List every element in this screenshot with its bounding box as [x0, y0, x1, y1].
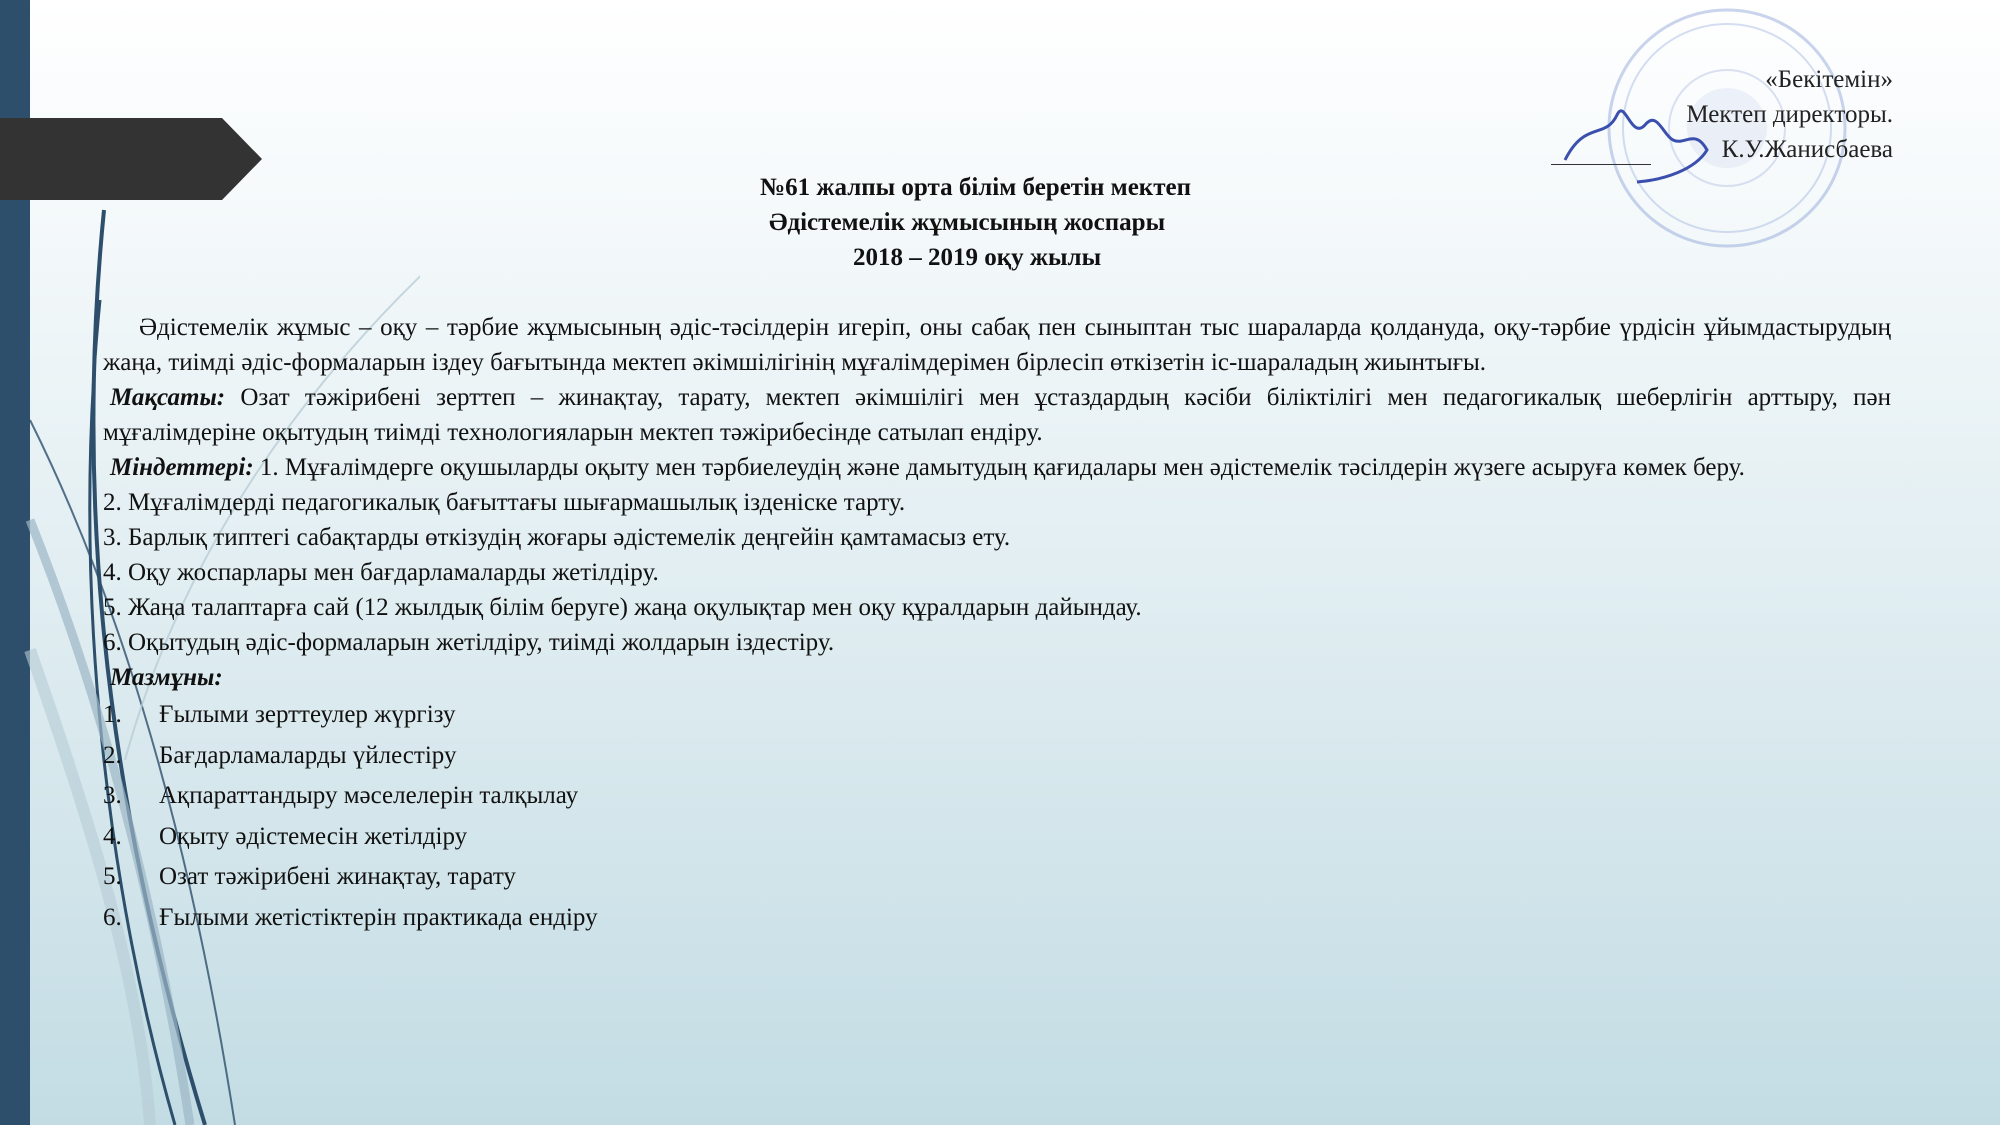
task-item: 3. Барлық типтегі сабақтарды өткізудің жоғары әдістемелік деңгейін қамтамасыз ету.: [103, 524, 1011, 551]
approval-name: К.У.Жанисбаева: [1721, 136, 1893, 163]
goal-paragraph: [103, 380, 1891, 450]
list-item: [103, 736, 1891, 777]
task-item: 1. Мұғалімдерге оқушыларды оқыту мен тәрбиелеудің және дамытудың қағидалары мен әдістемелік тәсілдерін жүзеге асыруға көмек беру.: [259, 454, 1745, 481]
intro-paragraph: Әдістемелік жұмыс – оқу – тәрбие жұмысының әдіс-тәсілдерін игеріп, оны сабақ пен сыныптан тыс шараларда қолдануда, оқу-тәрбие үрдісін ұйымдастырудың жаңа, тиімді әдіс-формаларын іздеу бағытында мектеп әкімшілігінің мұғалімдерімен бірлесіп өткізетін іс-шараладың жиынтығы.: [103, 314, 1891, 376]
list-item-number: 3.: [103, 782, 122, 809]
task-item: 2. Мұғалімдерді педагогикалық бағыттағы шығармашылық ізденіске тарту.: [103, 489, 906, 516]
list-item-text: Оқыту әдістемесін жетілдіру: [159, 822, 468, 850]
list-item-number: 1.: [103, 701, 122, 728]
list-item: [103, 817, 1891, 858]
document-title-year: 2018 – 2019 оқу жылы: [853, 244, 1102, 271]
list-item-number: 5.: [103, 863, 122, 890]
list-item: [103, 695, 1891, 736]
task-item: 4. Оқу жоспарлары мен бағдарламаларды жетілдіру.: [103, 559, 659, 586]
list-item-text: Ғылыми зерттеулер жүргізу: [159, 701, 456, 728]
list-item: [103, 776, 1891, 817]
approval-position: Мектеп директоры.: [1686, 101, 1893, 128]
task-item: 5. Жаңа талаптарға сай (12 жылдық білім беруге) жаңа оқулықтар мен оқу құралдарын дайындау.: [103, 594, 1142, 621]
list-item-number: 2.: [103, 741, 122, 769]
approval-block: [1545, 0, 1915, 255]
tasks-paragraph: [103, 450, 1891, 485]
document-body: [103, 310, 1891, 938]
arrow-tab-decoration: [0, 118, 262, 200]
list-item-text: Ғылыми жетістіктерін практикада ендіру: [159, 903, 598, 931]
list-item: [103, 857, 1891, 898]
list-item-text: Озат тәжірибені жинақтау, тарату: [159, 863, 516, 890]
list-item-text: Ақпараттандыру мәселелерін талқылау: [159, 782, 579, 809]
goal-label: Мақсаты:: [110, 384, 226, 411]
list-item: [103, 898, 1891, 939]
document-title-school: №61 жалпы орта білім беретін мектеп: [760, 174, 1191, 201]
content-list: [103, 695, 1891, 938]
list-item-text: Бағдарламаларды үйлестіру: [159, 741, 457, 769]
tasks-label: Міндеттері:: [110, 454, 254, 481]
approval-title: «Бекітемін»: [1765, 66, 1893, 93]
document-title-plan: Әдістемелік жұмысының жоспары: [769, 209, 1166, 236]
content-label: Мазмұны:: [110, 664, 223, 691]
goal-text: Озат тәжірибені зерттеп – жинақтау, тарату, мектеп әкімшілігі мен ұстаздардың кәсіби біліктілігі мен педагогикалық шеберлігін арттыру, пән мұғалімдеріне оқытудың тиімді технологияларын мектеп тәжірибесінде сатылап ендіру.: [103, 384, 1892, 446]
list-item-number: 6.: [103, 903, 122, 931]
list-item-number: 4.: [103, 822, 122, 850]
content-heading: [103, 660, 1891, 695]
signature-line: [1551, 164, 1651, 165]
task-item: 6. Оқытудың әдіс-формаларын жетілдіру, тиімді жолдарын іздестіру.: [103, 629, 835, 656]
